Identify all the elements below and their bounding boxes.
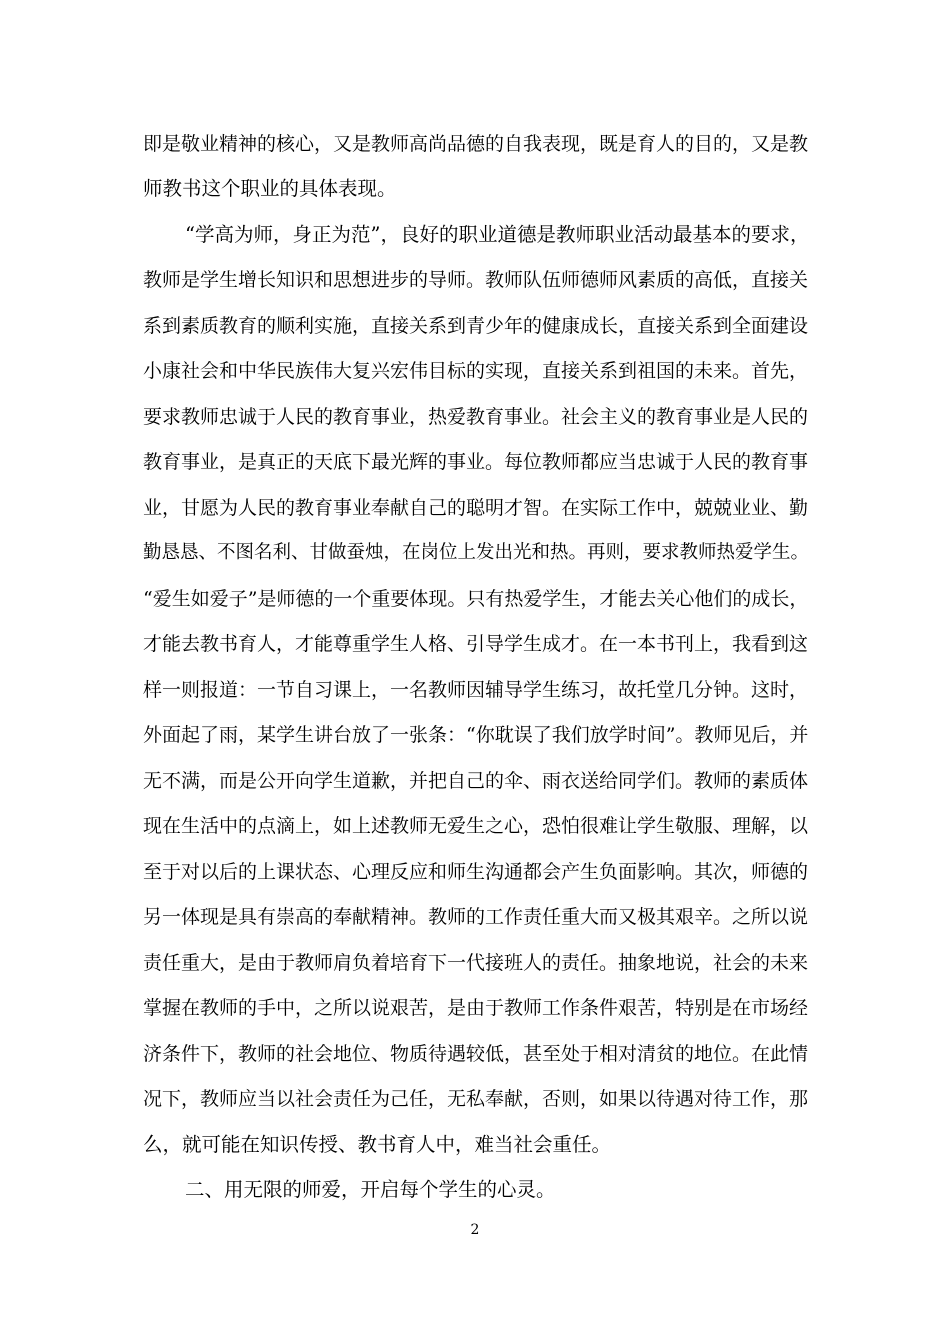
paragraph-2-line-21: 么，就可能在知识传授、教书育人中，难当社会重任。: [143, 1133, 612, 1156]
paragraph-2-line-20: 况下，教师应当以社会责任为己任，无私奉献，否则，如果以待遇对待工作，那: [143, 1088, 809, 1110]
paragraph-2-line-12: 外面起了雨，某学生讲台放了一张条：“你耽误了我们放学时间”。教师见后，并: [143, 724, 809, 746]
paragraph-2-line-5: 要求教师忠诚于人民的教育事业，热爱教育事业。社会主义的教育事业是人民的: [143, 406, 809, 428]
paragraph-1-line-2: 师教书这个职业的具体表现。: [143, 177, 397, 200]
paragraph-2-line-18: 掌握在教师的手中，之所以说艰苦，是由于教师工作条件艰苦，特别是在市场经: [143, 997, 809, 1019]
paragraph-2-line-9: “爱生如爱子”是师德的一个重要体现。只有热爱学生，才能去关心他们的成长，: [143, 588, 809, 610]
paragraph-1-line-1: 即是敬业精神的核心，又是教师高尚品德的自我表现，既是育人的目的，又是教: [143, 133, 809, 155]
paragraph-2-line-10: 才能去教书育人，才能尊重学生人格、引导学生成才。在一本书刊上，我看到这: [143, 633, 809, 655]
paragraph-2-line-8: 勤恳恳、不图名利、甘做蚕烛，在岗位上发出光和热。再则，要求教师热爱学生。: [143, 542, 810, 563]
section-heading: 二、用无限的师爱，开启每个学生的心灵。: [185, 1178, 556, 1201]
paragraph-2-line-7: 业，甘愿为人民的教育事业奉献自己的聪明才智。在实际工作中，兢兢业业、勤: [143, 497, 809, 519]
paragraph-2-line-13: 无不满，而是公开向学生道歉，并把自己的伞、雨衣送给同学们。教师的素质体: [143, 770, 809, 792]
paragraph-2-line-1: “学高为师，身正为范”，良好的职业道德是教师职业活动最基本的要求，: [185, 223, 810, 246]
paragraph-2-line-2: 教师是学生增长知识和思想进步的导师。教师队伍师德师风素质的高低，直接关: [143, 269, 809, 291]
paragraph-2-line-11: 样一则报道：一节自习课上，一名教师因辅导学生练习，故托堂几分钟。这时，: [143, 679, 809, 701]
paragraph-2-line-6: 教育事业，是真正的天底下最光辉的事业。每位教师都应当忠诚于人民的教育事: [143, 451, 809, 473]
paragraph-2-line-19: 济条件下，教师的社会地位、物质待遇较低，甚至处于相对清贫的地位。在此情: [143, 1043, 809, 1065]
paragraph-2-line-14: 现在生活中的点滴上，如上述教师无爱生之心，恐怕很难让学生敬服、理解，以: [143, 815, 809, 837]
page-number: 2: [470, 1222, 480, 1238]
paragraph-2-line-16: 另一体现是具有崇高的奉献精神。教师的工作责任重大而又极其艰辛。之所以说: [143, 906, 809, 928]
paragraph-2-line-17: 责任重大，是由于教师肩负着培育下一代接班人的责任。抽象地说，社会的未来: [143, 952, 809, 974]
paragraph-2-line-4: 小康社会和中华民族伟大复兴宏伟目标的实现，直接关系到祖国的未来。首先，: [143, 360, 809, 382]
paragraph-2-line-3: 系到素质教育的顺利实施，直接关系到青少年的健康成长，直接关系到全面建设: [143, 315, 809, 337]
paragraph-2-line-15: 至于对以后的上课状态、心理反应和师生沟通都会产生负面影响。其次，师德的: [143, 861, 809, 883]
